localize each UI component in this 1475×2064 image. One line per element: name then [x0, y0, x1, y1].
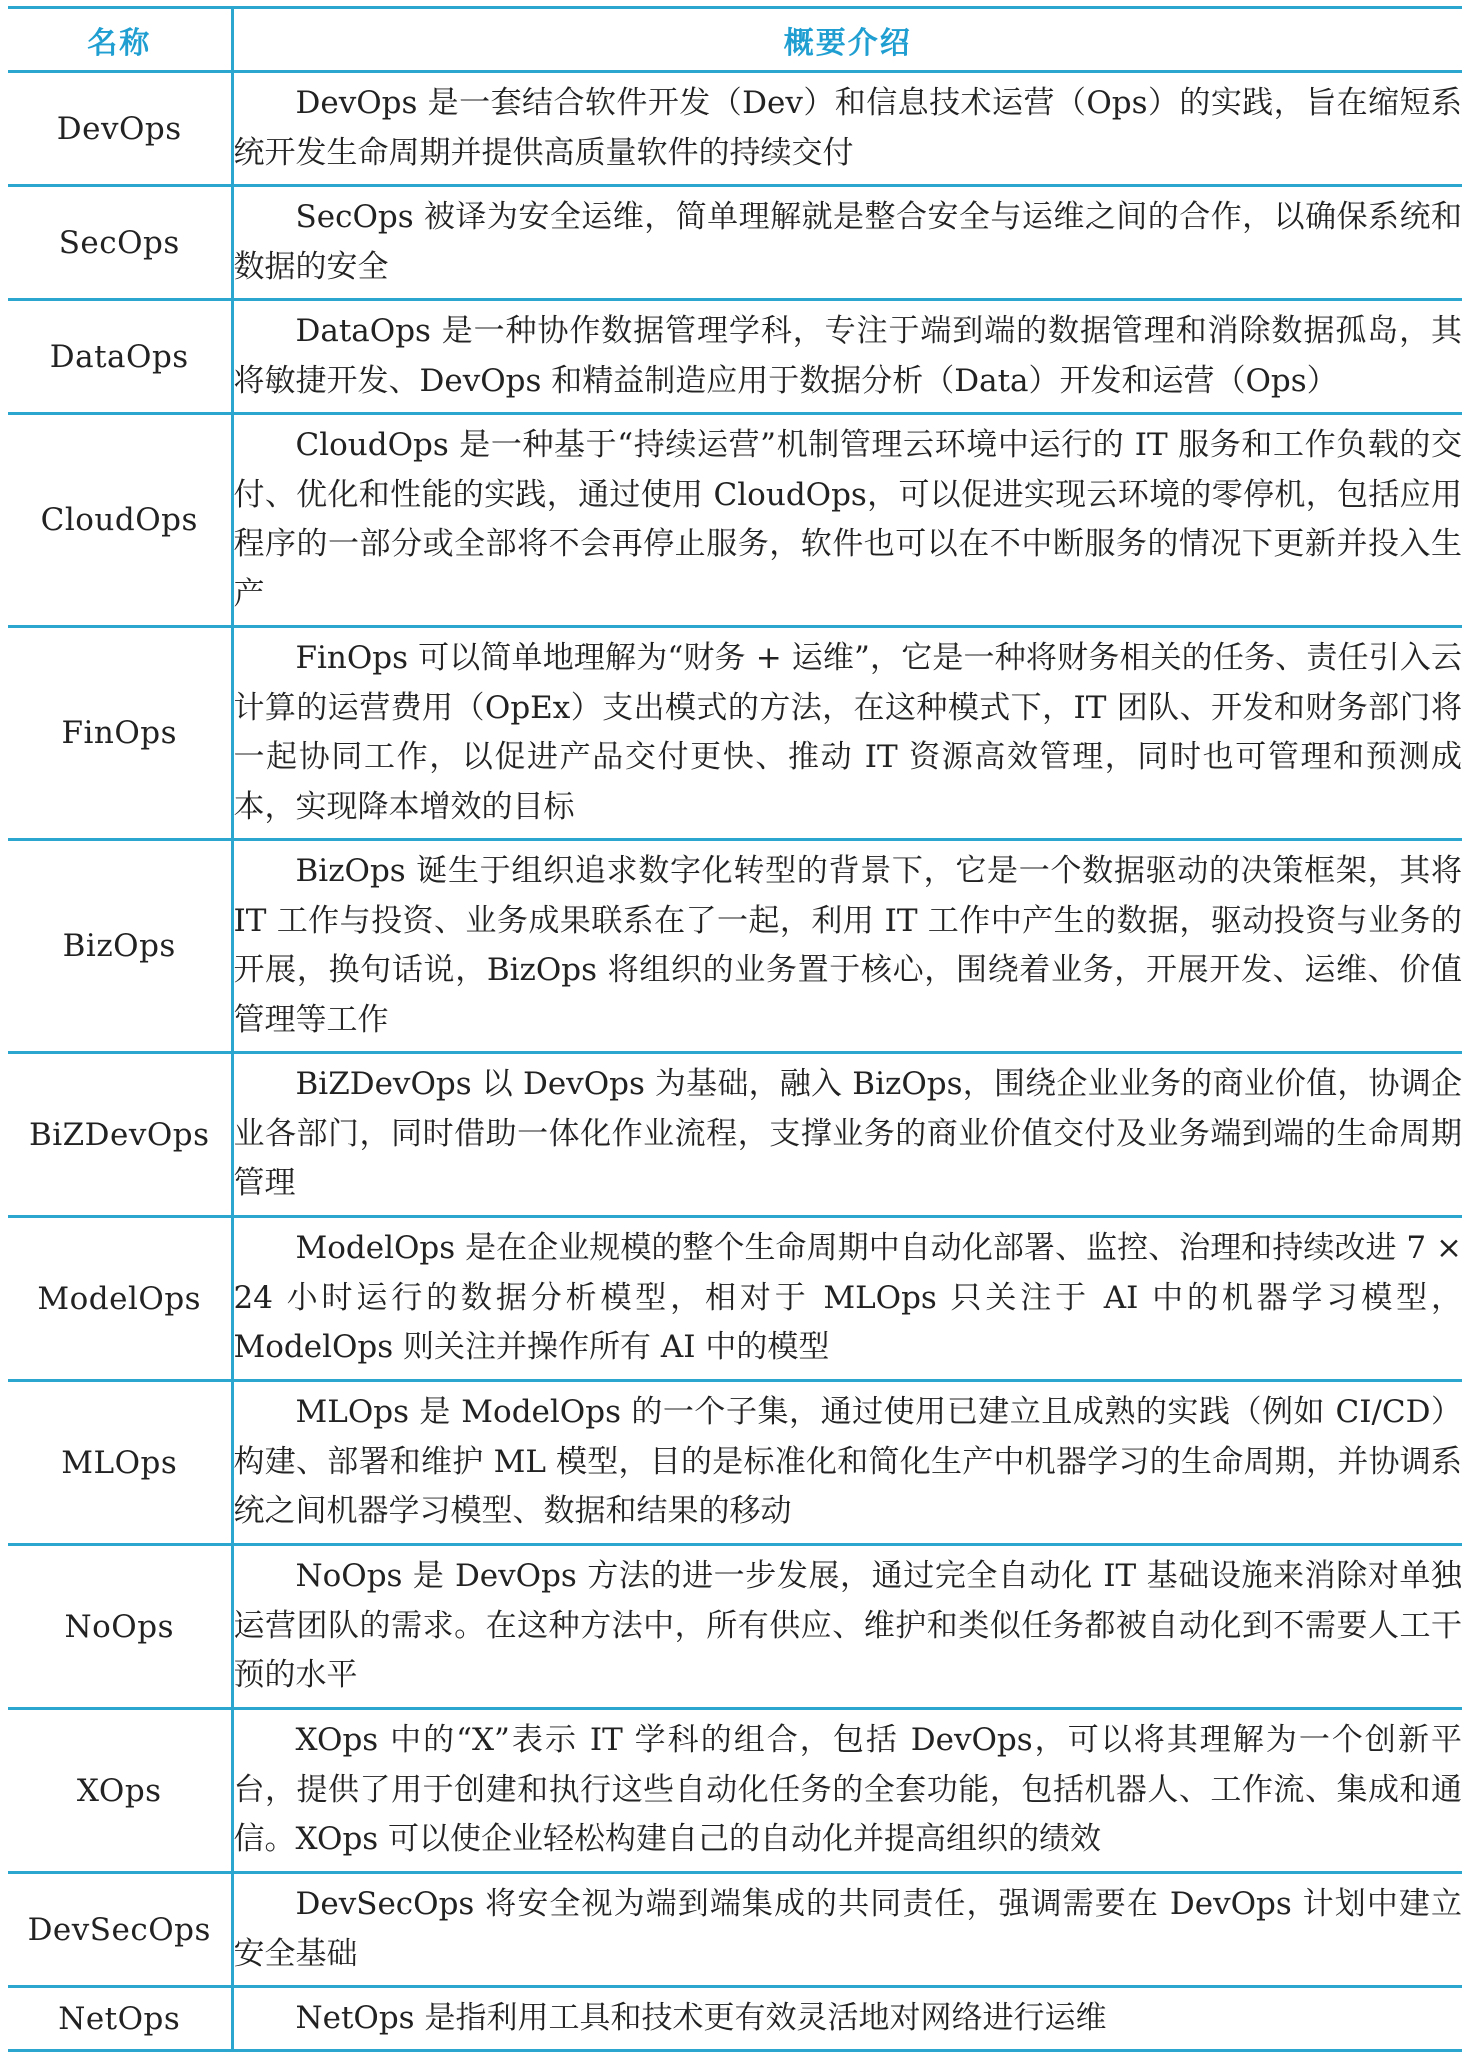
row-name: BiZDevOps	[8, 1053, 232, 1217]
row-description: FinOps 可以简单地理解为“财务 + 运维”，它是一种将财务相关的任务、责任引入云计算的运营费用（OpEx）支出模式的方法，在这种模式下，IT 团队、开发和财务部门将一起协同工作，以促进产品交付更快、推动 IT 资源高效管理，同时也可管理和预测成本，实现降本增效的目标	[232, 627, 1462, 840]
row-description: BiZDevOps 以 DevOps 为基础，融入 BizOps，围绕企业业务的商业价值，协调企业各部门，同时借助一体化作业流程，支撑业务的商业价值交付及业务端到端的生命周期管理	[232, 1053, 1462, 1217]
row-name: ModelOps	[8, 1217, 232, 1381]
row-name: DevSecOps	[8, 1873, 232, 1987]
table-row	[8, 840, 1462, 1053]
table-row	[8, 1873, 1462, 1987]
row-description: NoOps 是 DevOps 方法的进一步发展，通过完全自动化 IT 基础设施来消除对单独运营团队的需求。在这种方法中，所有供应、维护和类似任务都被自动化到不需要人工干预的水平	[232, 1545, 1462, 1709]
ops-comparison-table	[8, 6, 1462, 2052]
table-row	[8, 186, 1462, 300]
table-row	[8, 1709, 1462, 1873]
table-body	[8, 72, 1462, 2051]
table-row	[8, 300, 1462, 414]
row-description: DevOps 是一套结合软件开发（Dev）和信息技术运营（Ops）的实践，旨在缩短系统开发生命周期并提供高质量软件的持续交付	[232, 72, 1462, 186]
row-name: NoOps	[8, 1545, 232, 1709]
table-row	[8, 72, 1462, 186]
row-name: SecOps	[8, 186, 232, 300]
row-description: CloudOps 是一种基于“持续运营”机制管理云环境中运行的 IT 服务和工作负载的交付、优化和性能的实践，通过使用 CloudOps，可以促进实现云环境的零停机，包括应用程序的一部分或全部将不会再停止服务，软件也可以在不中断服务的情况下更新并投入生产	[232, 414, 1462, 627]
row-description: MLOps 是 ModelOps 的一个子集，通过使用已建立且成熟的实践（例如 CI/CD）构建、部署和维护 ML 模型，目的是标准化和简化生产中机器学习的生命周期，并协调系统之间机器学习模型、数据和结果的移动	[232, 1381, 1462, 1545]
table-row	[8, 1381, 1462, 1545]
table-row	[8, 627, 1462, 840]
row-name: XOps	[8, 1709, 232, 1873]
table-row	[8, 1053, 1462, 1217]
row-name: NetOps	[8, 1987, 232, 2051]
row-name: BizOps	[8, 840, 232, 1053]
row-description: XOps 中的“X”表示 IT 学科的组合，包括 DevOps，可以将其理解为一个创新平台，提供了用于创建和执行这些自动化任务的全套功能，包括机器人、工作流、集成和通信。XOps 可以使企业轻松构建自己的自动化并提高组织的绩效	[232, 1709, 1462, 1873]
row-description: SecOps 被译为安全运维，简单理解就是整合安全与运维之间的合作，以确保系统和数据的安全	[232, 186, 1462, 300]
header-description: 概要介绍	[232, 8, 1462, 72]
header-row	[8, 8, 1462, 72]
table-row	[8, 1217, 1462, 1381]
table-row	[8, 1545, 1462, 1709]
table-row	[8, 414, 1462, 627]
row-name: CloudOps	[8, 414, 232, 627]
table-row	[8, 1987, 1462, 2051]
row-name: FinOps	[8, 627, 232, 840]
row-description: BizOps 诞生于组织追求数字化转型的背景下，它是一个数据驱动的决策框架，其将 IT 工作与投资、业务成果联系在了一起，利用 IT 工作中产生的数据，驱动投资与业务的开展，换句话说，BizOps 将组织的业务置于核心，围绕着业务，开展开发、运维、价值管理等工作	[232, 840, 1462, 1053]
row-description: NetOps 是指利用工具和技术更有效灵活地对网络进行运维	[232, 1987, 1462, 2051]
header-name: 名称	[8, 8, 232, 72]
row-name: DataOps	[8, 300, 232, 414]
row-description: DataOps 是一种协作数据管理学科，专注于端到端的数据管理和消除数据孤岛，其将敏捷开发、DevOps 和精益制造应用于数据分析（Data）开发和运营（Ops）	[232, 300, 1462, 414]
row-description: ModelOps 是在企业规模的整个生命周期中自动化部署、监控、治理和持续改进 7 × 24 小时运行的数据分析模型，相对于 MLOps 只关注于 AI 中的机器学习模型，ModelOps 则关注并操作所有 AI 中的模型	[232, 1217, 1462, 1381]
row-name: DevOps	[8, 72, 232, 186]
row-name: MLOps	[8, 1381, 232, 1545]
table-header	[8, 8, 1462, 72]
row-description: DevSecOps 将安全视为端到端集成的共同责任，强调需要在 DevOps 计划中建立安全基础	[232, 1873, 1462, 1987]
